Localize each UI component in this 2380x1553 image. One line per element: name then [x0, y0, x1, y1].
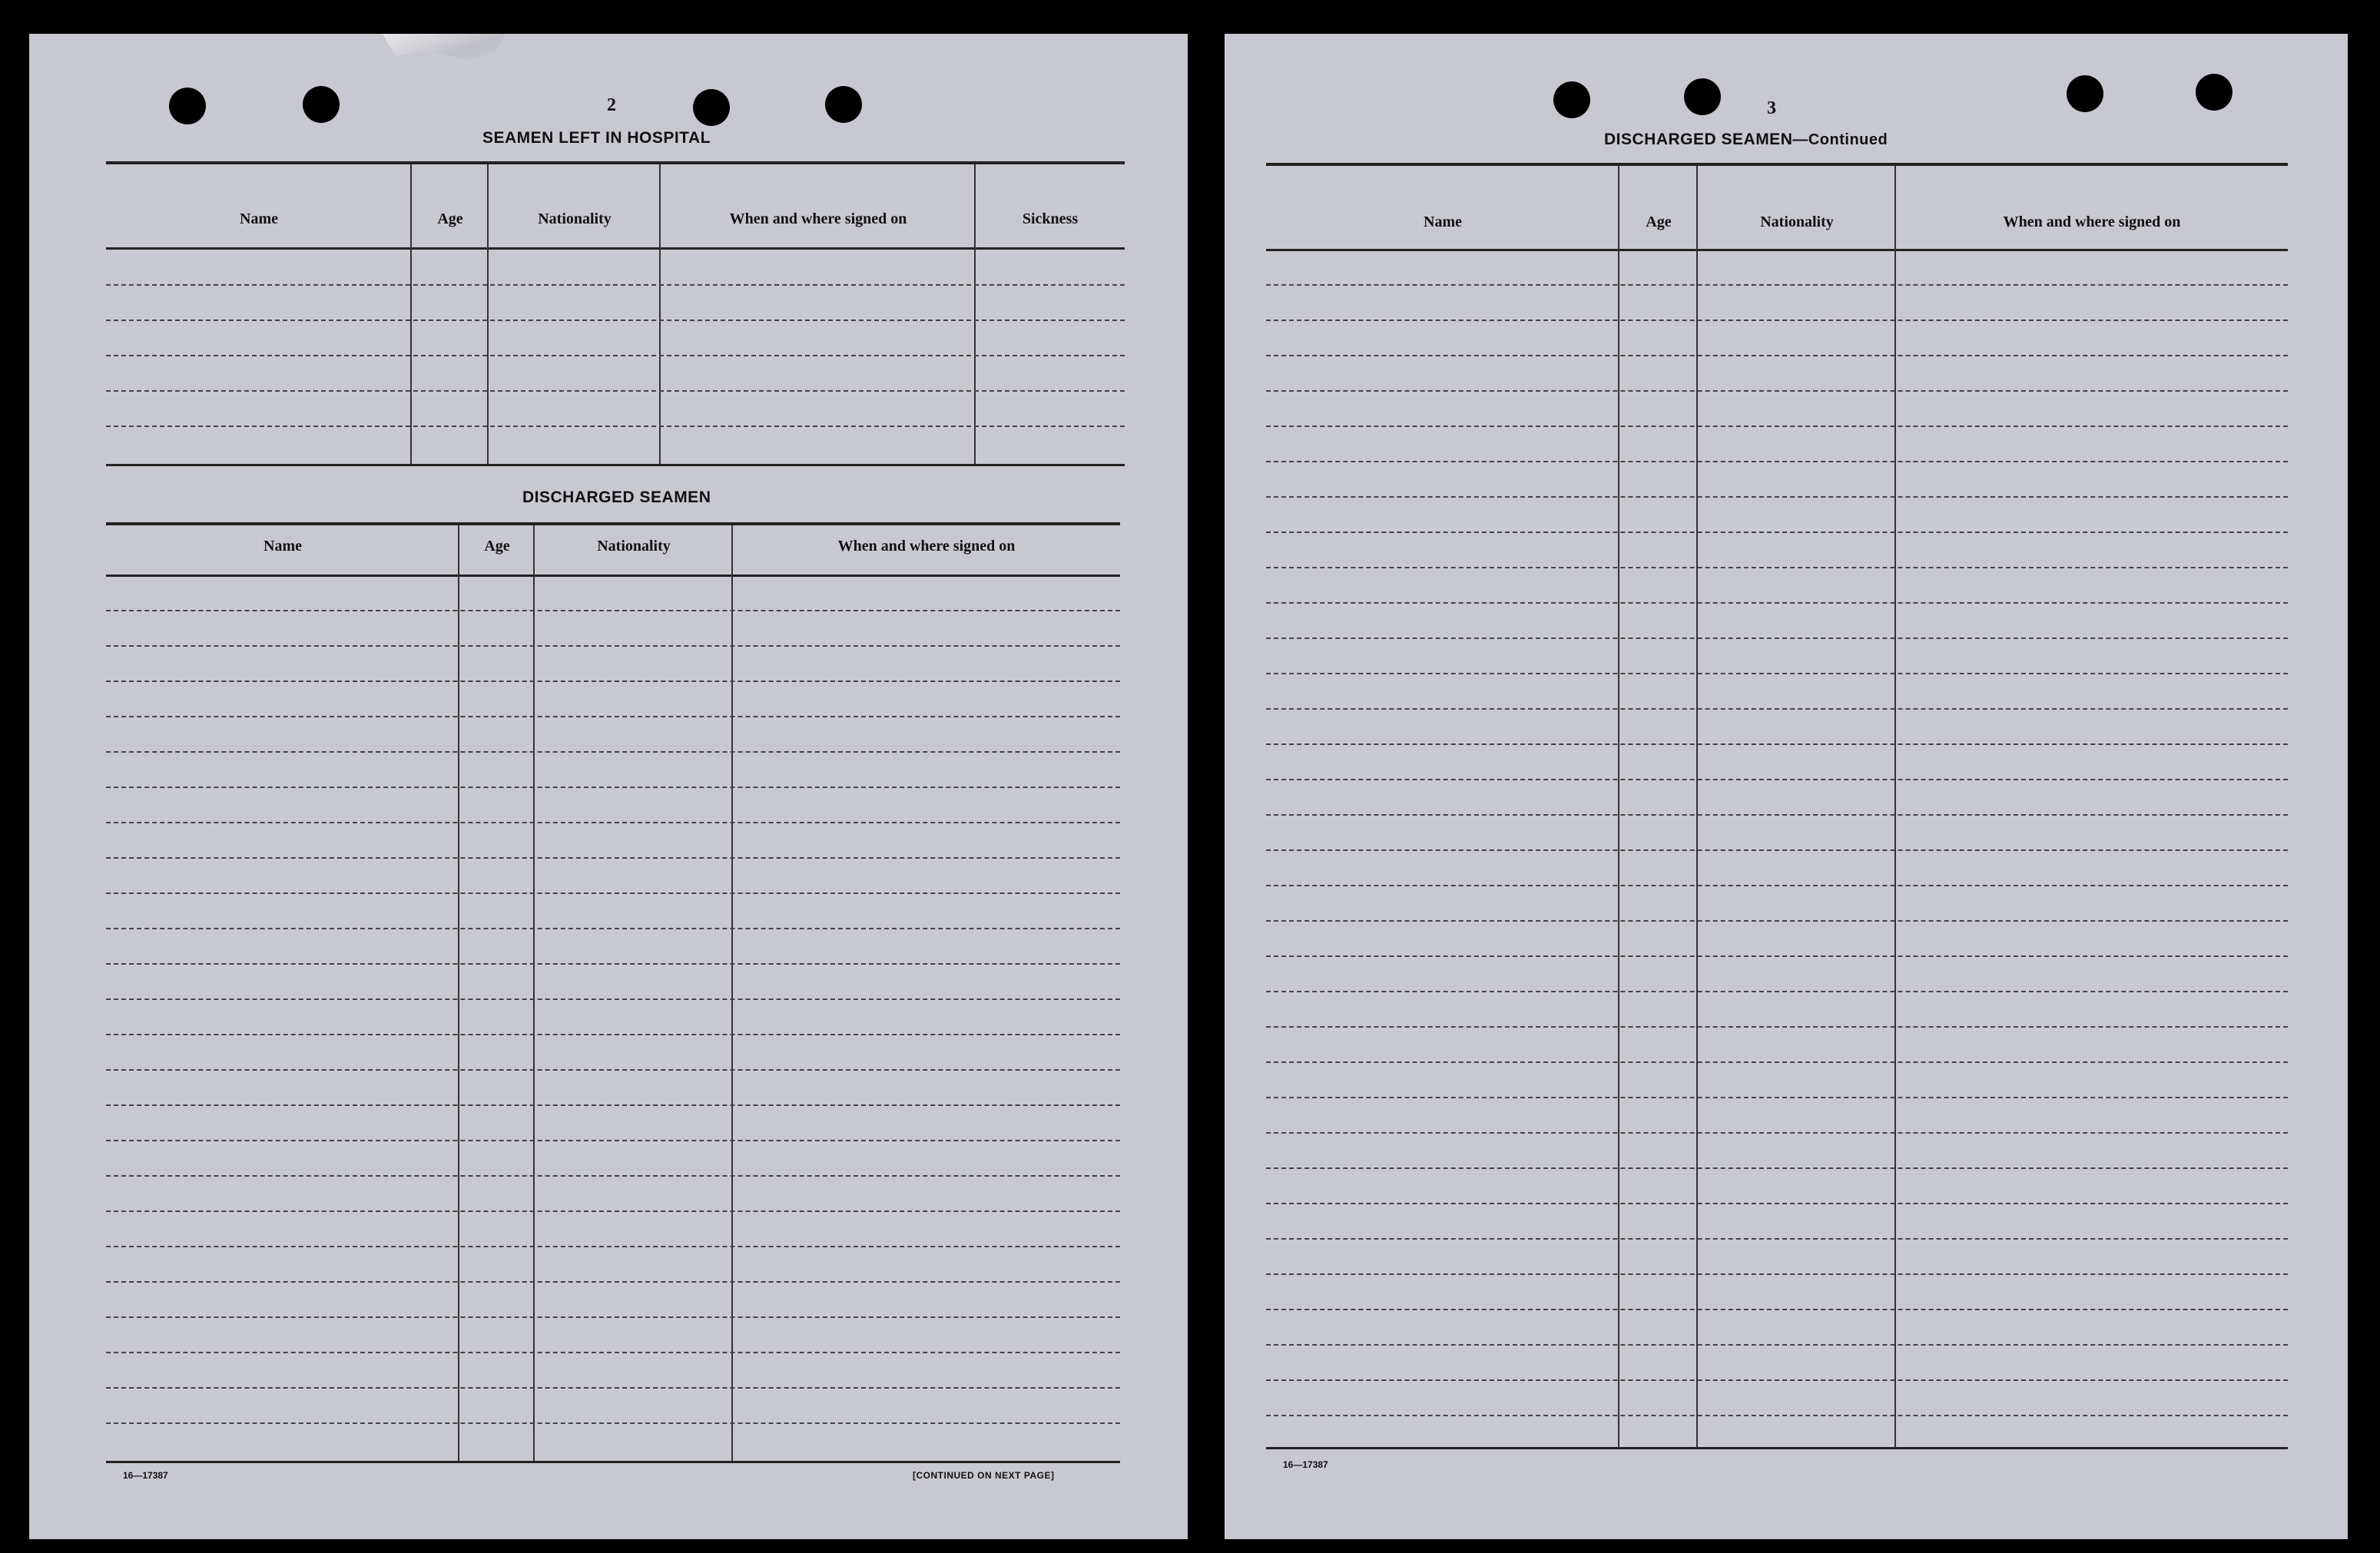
- section-title-main: DISCHARGED SEAMEN: [1604, 131, 1793, 148]
- punch-hole: [303, 86, 340, 123]
- torn-corner: [383, 34, 506, 65]
- discharged-table: [106, 522, 1120, 1467]
- discharged-continued-table: [1266, 163, 2288, 1453]
- form-number: 16—17387: [1283, 1459, 1328, 1470]
- hospital-table: [106, 161, 1125, 469]
- punch-hole: [693, 89, 730, 126]
- column-header-sickness: Sickness: [1022, 210, 1079, 227]
- punch-hole: [2196, 74, 2232, 111]
- page-number: 3: [1767, 98, 1776, 118]
- column-header-name: Name: [240, 210, 278, 227]
- hospital-section-title: SEAMEN LEFT IN HOSPITAL: [482, 129, 711, 147]
- column-header-name: Name: [264, 538, 302, 555]
- column-header-nationality: Nationality: [538, 210, 612, 227]
- discharged-continued-title: [1604, 131, 1888, 149]
- column-header-nationality: Nationality: [1760, 214, 1834, 230]
- column-header-name: Name: [1424, 214, 1462, 230]
- column-header-age: Age: [484, 538, 510, 555]
- punch-hole: [825, 86, 862, 123]
- punch-hole: [1553, 81, 1590, 118]
- continued-note: [CONTINUED ON NEXT PAGE]: [913, 1470, 1055, 1481]
- punch-hole: [1684, 78, 1721, 115]
- column-header-age: Age: [1646, 214, 1672, 230]
- column-header-signed-on: When and where signed on: [837, 538, 1016, 555]
- form-number: 16—17387: [123, 1470, 168, 1481]
- right-page: [1225, 34, 2348, 1539]
- page-number: 2: [607, 95, 616, 115]
- discharged-section-title: DISCHARGED SEAMEN: [522, 488, 711, 506]
- column-header-nationality: Nationality: [597, 538, 671, 555]
- punch-hole: [169, 88, 206, 124]
- punch-hole: [2067, 75, 2103, 112]
- column-header-signed-on: When and where signed on: [729, 210, 907, 227]
- column-header-age: Age: [437, 210, 463, 227]
- section-title-suffix: —Continued: [1792, 131, 1888, 148]
- left-page: [29, 34, 1188, 1539]
- column-header-signed-on: When and where signed on: [2003, 214, 2181, 230]
